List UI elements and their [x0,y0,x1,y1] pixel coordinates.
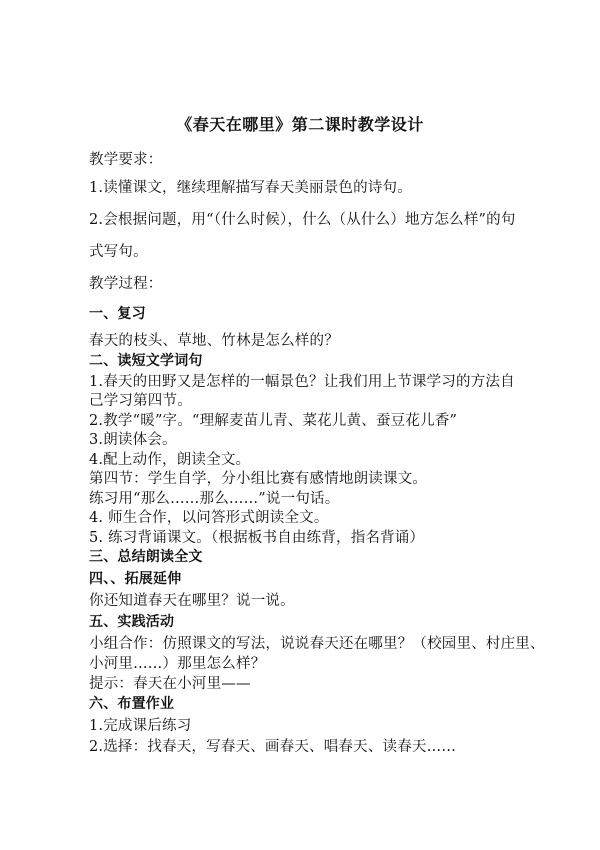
section-5-line: 小河里……）那里怎么样？ [89,656,266,672]
process-heading: 教学过程： [89,276,163,292]
section-2-line: 练习用“那么……那么……”说一句话。 [89,491,340,507]
section-1-text: 春天的枝头、草地、竹林是怎么样的？ [89,333,339,349]
section-4-heading: 四、、拓展延伸 [89,571,182,587]
section-6-heading: 六、布置作业 [89,696,175,712]
section-5-line: 小组合作：仿照课文的写法，说说春天还在哪里？（校园里、村庄里、 [89,636,545,652]
section-2-line: 第四节：学生自学，分小组比赛有感情地朗读课文。 [89,471,428,487]
section-6-line: 1.完成课后练习 [89,718,192,734]
section-2-line: 2.教学“暖”字。“理解麦苗儿青、菜花儿黄、蚕豆花儿香” [89,413,458,429]
section-5-heading: 五、实践活动 [89,614,175,630]
requirement-2-line-2: 式写句。 [89,244,148,260]
section-2-line: 4.配上动作，朗读全文。 [89,452,251,468]
section-2-line: 1.春天的田野又是怎样的一幅景色？让我们用上节课学习的方法自 [89,374,515,390]
document-title: 《春天在哪里》第二课时教学设计 [176,115,424,134]
requirement-1: 1.读懂课文，继续理解描写春天美丽景色的诗句。 [89,180,412,196]
section-3-heading: 三、总结朗读全文 [89,549,203,565]
section-4-text: 你还知道春天在哪里？说一说。 [89,593,295,609]
section-2-line: 己学习第四节。 [89,393,192,409]
section-2-line: 3.朗读体会。 [89,432,177,448]
requirement-2-line-1: 2.会根据问题，用“（什么时候），什么（从什么）地方怎么样”的句 [89,212,516,228]
section-2-heading: 二、读短文学词句 [89,353,203,369]
section-1-heading: 一、复习 [89,306,146,322]
requirements-heading: 教学要求： [89,152,163,168]
section-5-line: 提示：春天在小河里—— [89,676,251,692]
section-6-line: 2.选择：找春天，写春天、画春天、唱春天、读春天…… [89,739,457,755]
section-2-line: 4. 师生合作，以问答形式朗读全文。 [89,510,329,526]
section-2-line: 5. 练习背诵课文。（根据板书自由练背，指名背诵） [89,530,425,546]
